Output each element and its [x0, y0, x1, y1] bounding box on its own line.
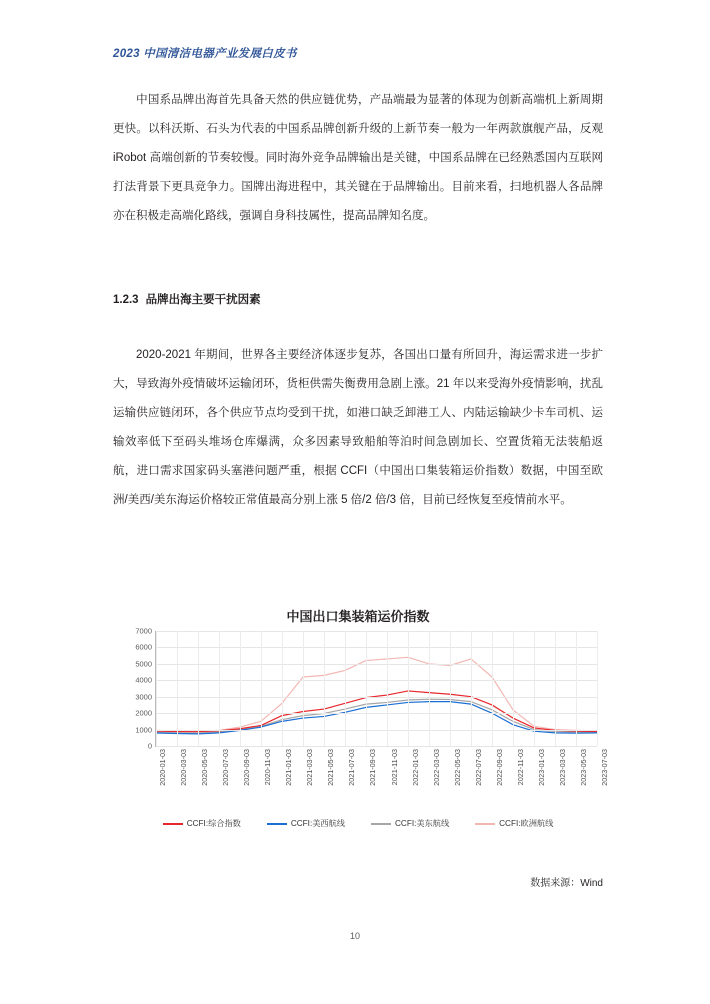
chart-vertical-gridline — [177, 631, 178, 746]
chart-legend-label: CCFI:美东航线 — [395, 819, 450, 828]
chart-x-tick: 2020-07-03 — [221, 749, 231, 786]
chart-y-tick: 2000 — [135, 708, 152, 718]
section-heading — [113, 291, 261, 307]
paragraph-supply-chain — [113, 86, 603, 231]
chart-x-tick: 2021-03-03 — [305, 749, 315, 786]
chart-vertical-gridline — [513, 631, 514, 746]
chart-y-tick: 5000 — [135, 659, 152, 669]
chart-vertical-gridline — [303, 631, 304, 746]
chart-vertical-gridline — [429, 631, 430, 746]
chart-x-tick: 2020-11-03 — [263, 749, 273, 786]
chart-x-tick: 2020-05-03 — [200, 749, 210, 786]
chart-y-tick: 7000 — [135, 626, 152, 636]
chart-y-tick: 4000 — [135, 675, 152, 685]
chart-x-tick: 2021-05-03 — [326, 749, 336, 786]
chart-series-line — [156, 699, 597, 733]
chart-y-tick: 0 — [147, 741, 152, 751]
chart-vertical-gridline — [282, 631, 283, 746]
ccfi-chart — [113, 606, 609, 866]
chart-legend-item — [371, 818, 449, 829]
chart-vertical-gridline — [576, 631, 577, 746]
chart-x-tick: 2021-01-03 — [284, 749, 294, 786]
chart-gridline — [156, 680, 597, 681]
chart-gridline — [156, 713, 597, 714]
chart-x-tick: 2022-03-03 — [431, 749, 441, 786]
paragraph-shipping — [113, 341, 603, 515]
chart-x-tick: 2021-07-03 — [347, 749, 357, 786]
section-title: 品牌出海主要干扰因素 — [145, 294, 261, 306]
chart-legend-swatch — [267, 823, 287, 825]
chart-vertical-gridline — [492, 631, 493, 746]
source-note: 数据来源：Wind — [530, 878, 603, 889]
chart-y-tick: 6000 — [135, 642, 152, 652]
chart-gridline — [156, 664, 597, 665]
chart-x-tick: 2020-01-03 — [158, 749, 167, 786]
chart-legend — [113, 818, 603, 829]
chart-y-tick: 3000 — [135, 692, 152, 702]
chart-x-tick: 2022-01-03 — [410, 749, 420, 786]
chart-x-tick: 2022-11-03 — [515, 749, 525, 786]
chart-x-tick: 2023-01-03 — [536, 749, 546, 786]
chart-x-tick: 2023-03-03 — [557, 749, 567, 786]
chart-series-line — [156, 657, 597, 731]
chart-x-tick: 2023-07-03 — [600, 749, 609, 786]
chart-legend-item — [163, 818, 241, 829]
chart-legend-item — [475, 818, 553, 829]
chart-y-tick: 1000 — [135, 725, 152, 735]
chart-x-tick: 2021-09-03 — [368, 749, 378, 786]
chart-x-tick: 2022-07-03 — [473, 749, 483, 786]
chart-gridline — [156, 730, 597, 731]
chart-legend-label: CCFI:美西航线 — [290, 819, 345, 828]
chart-vertical-gridline — [471, 631, 472, 746]
paragraph-text: 2020-2021 年期间，世界各主要经济体逐步复苏，各国出口量有所回升，海运需求进一步扩大，导致海外疫情破坏运输闭环，货柜供需失衡费用急剧上涨。21 年以来受海外疫情影响，扰乱运输供应链闭环，各个供应节点均受到干扰，如港口缺乏卸港工人、内陆运输缺少卡车司机、运输效率低下至码头堆场仓库爆满，众多因素导致船舶等泊时间急剧加长、空置货箱无法装船返航，进口需求国家码头塞港问题严重，根据 CCFI（中国出口集装箱运价指数）数据，中国至欧洲/美西/美东海运价格较正常值最高分别上涨 5 倍/2 倍/3 倍，目前已经恢复至疫情前水平。 — [113, 349, 603, 506]
chart-vertical-gridline — [345, 631, 346, 746]
chart-gridline — [156, 631, 597, 632]
chart-title: 中国出口集装箱运价指数 — [286, 609, 430, 624]
chart-gridline — [156, 647, 597, 648]
page-number: 10 — [349, 931, 360, 941]
chart-x-tick: 2020-09-03 — [242, 749, 252, 786]
chart-vertical-gridline — [366, 631, 367, 746]
chart-x-tick: 2022-05-03 — [452, 749, 462, 786]
chart-legend-label: CCFI:欧洲航线 — [499, 819, 554, 828]
chart-vertical-gridline — [597, 631, 598, 746]
running-header: 2023 中国清洁电器产业发展白皮书 — [113, 48, 297, 60]
chart-legend-swatch — [371, 823, 391, 825]
chart-x-tick: 2021-11-03 — [389, 749, 399, 786]
paragraph-text: 中国系品牌出海首先具备天然的供应链优势，产品端最为显著的体现为创新高端机上新周期更快。以科沃斯、石头为代表的中国系品牌创新升级的上新节奏一般为一年两款旗舰产品，反观 iRobot 高端创新的节奏较慢。同时海外竞争品牌输出是关键，中国系品牌在已经熟悉国内互联网打法背景下更具竞争力。国牌出海进程中，其关键在于品牌输出。目前来看，扫地机器人各品牌亦在积极走高端化路线，强调自身科技属性，提高品牌知名度。 — [113, 94, 603, 222]
chart-vertical-gridline — [219, 631, 220, 746]
chart-vertical-gridline — [534, 631, 535, 746]
section-number: 1.2.3 — [113, 294, 139, 306]
chart-gridline — [156, 697, 597, 698]
chart-plot-area — [135, 626, 597, 751]
chart-vertical-gridline — [240, 631, 241, 746]
chart-vertical-gridline — [555, 631, 556, 746]
chart-x-axis-labels — [155, 747, 609, 809]
chart-vertical-gridline — [261, 631, 262, 746]
chart-legend-label: CCFI:综合指数 — [186, 819, 241, 828]
chart-legend-swatch — [475, 823, 495, 825]
chart-vertical-gridline — [450, 631, 451, 746]
chart-vertical-gridline — [198, 631, 199, 746]
chart-vertical-gridline — [408, 631, 409, 746]
chart-legend-swatch — [163, 823, 183, 825]
chart-x-tick: 2022-09-03 — [494, 749, 504, 786]
chart-x-tick: 2023-05-03 — [578, 749, 588, 786]
chart-legend-item — [267, 818, 345, 829]
chart-vertical-gridline — [156, 631, 157, 746]
chart-vertical-gridline — [387, 631, 388, 746]
chart-vertical-gridline — [324, 631, 325, 746]
chart-x-tick: 2020-03-03 — [179, 749, 189, 786]
